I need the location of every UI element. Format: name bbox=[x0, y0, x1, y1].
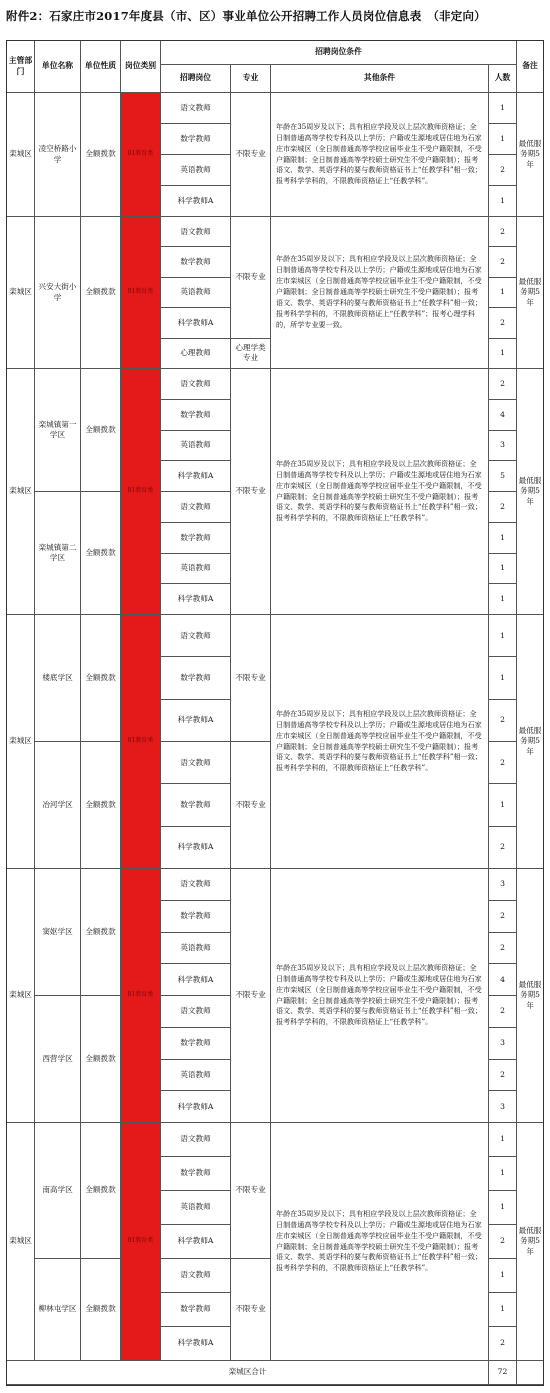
position-count: 1 bbox=[489, 784, 517, 826]
position-title: 数学教师 bbox=[161, 247, 231, 277]
dept-cell: 栾城区 bbox=[7, 615, 35, 869]
position-title: 科学教师A bbox=[161, 186, 231, 217]
other-conditions: 年龄在35周岁及以下；具有相应学段及以上层次教师资格证；全日制普通高等学校专科及以上学历；户籍或生源地或居住地为石家庄市栾城区（全日制普通高等学校应届毕业生不受户籍限制，不受户籍限制；全日制普通高等学校硕士研究生不受户籍限制）；报考语文、数学、英语学科的要与教师资格证书上“任教学科”相一致；报考科学学科的，不限教师资格证上“任教学科”。 bbox=[271, 869, 489, 1123]
category-cell: 01教育类 bbox=[121, 369, 161, 615]
position-title: 英语教师 bbox=[161, 155, 231, 186]
position-count: 1 bbox=[489, 1259, 517, 1293]
unit-nature: 全额拨款 bbox=[81, 1259, 121, 1361]
position-count: 1 bbox=[489, 93, 517, 124]
position-title: 数学教师 bbox=[161, 124, 231, 155]
header-position: 招聘岗位 bbox=[161, 65, 231, 93]
unit-major: 不限专业 bbox=[231, 615, 271, 742]
header-count: 人数 bbox=[489, 65, 517, 93]
position-title: 英语教师 bbox=[161, 431, 231, 462]
position-count: 1 bbox=[489, 1123, 517, 1157]
total-remark bbox=[517, 1361, 543, 1385]
other-conditions: 年龄在35周岁及以下；具有相应学段及以上层次教师资格证；全日制普通高等学校专科及以上学历；户籍或生源地或居住地为石家庄市栾城区（全日制普通高等学校应届毕业生不受户籍限制，不受户籍限制；全日制普通高等学校硕士研究生不受户籍限制）；报考语文、数学、英语学科的要与教师资格证书上“任教学科”相一致；报考科学学科的，不限教师资格证上“任教学科”。 bbox=[271, 93, 489, 217]
position-title: 数学教师 bbox=[161, 523, 231, 554]
header-nature: 单位性质 bbox=[81, 41, 121, 93]
position-title: 语文教师 bbox=[161, 742, 231, 784]
remark-cell: 最低服务期5年 bbox=[517, 1123, 543, 1361]
other-conditions: 年龄在35周岁及以下；具有相应学段及以上层次教师资格证；全日制普通高等学校专科及以上学历；户籍或生源地或居住地为石家庄市栾城区（全日制普通高等学校应届毕业生不受户籍限制，不受户籍限制；全日制普通高等学校硕士研究生不受户籍限制）；报考语文、数学、英语学科的要与教师资格证书上“任教学科”相一致；报考科学学科的，不限教师资格证上“任教学科”；报考心理学科的，所学专业要一致。 bbox=[271, 217, 489, 369]
position-count: 1 bbox=[489, 1191, 517, 1225]
position-title: 数学教师 bbox=[161, 1028, 231, 1060]
header-category: 岗位类别 bbox=[121, 41, 161, 93]
dept-cell: 栾城区 bbox=[7, 369, 35, 615]
position-count: 2 bbox=[489, 1225, 517, 1259]
position-title: 科学教师A bbox=[161, 1091, 231, 1123]
position-title: 语文教师 bbox=[161, 492, 231, 523]
unit-nature: 全额拨款 bbox=[81, 217, 121, 369]
category-cell: 01教育类 bbox=[121, 869, 161, 1123]
remark-cell: 最低服务期5年 bbox=[517, 615, 543, 869]
position-count: 1 bbox=[489, 584, 517, 615]
unit-major: 不限专业 bbox=[231, 742, 271, 869]
position-title: 语文教师 bbox=[161, 93, 231, 124]
category-cell: 01教育类 bbox=[121, 615, 161, 869]
category-cell: 01教育类 bbox=[121, 217, 161, 369]
position-title: 科学教师A bbox=[161, 308, 231, 338]
position-count: 4 bbox=[489, 964, 517, 996]
unit-name: 西营学区 bbox=[35, 996, 81, 1123]
unit-name: 兴安大街小学 bbox=[35, 217, 81, 369]
position-title: 英语教师 bbox=[161, 1191, 231, 1225]
dept-cell: 栾城区 bbox=[7, 869, 35, 1123]
position-title: 英语教师 bbox=[161, 554, 231, 585]
unit-name: 冶河学区 bbox=[35, 742, 81, 869]
position-title: 科学教师A bbox=[161, 700, 231, 742]
position-count: 2 bbox=[489, 827, 517, 869]
position-title: 数学教师 bbox=[161, 784, 231, 826]
remark-cell: 最低服务期5年 bbox=[517, 869, 543, 1123]
unit-nature: 全额拨款 bbox=[81, 1123, 121, 1259]
position-count: 2 bbox=[489, 742, 517, 784]
recruitment-table bbox=[6, 40, 544, 1386]
position-count: 2 bbox=[489, 492, 517, 523]
position-count: 3 bbox=[489, 431, 517, 462]
header-other: 其他条件 bbox=[271, 65, 489, 93]
position-count: 3 bbox=[489, 1091, 517, 1123]
position-title: 英语教师 bbox=[161, 933, 231, 965]
position-count: 4 bbox=[489, 400, 517, 431]
position-count: 1 bbox=[489, 554, 517, 585]
position-count: 1 bbox=[489, 1293, 517, 1327]
other-conditions: 年龄在35周岁及以下；具有相应学段及以上层次教师资格证；全日制普通高等学校专科及以上学历；户籍或生源地或居住地为石家庄市栾城区（全日制普通高等学校应届毕业生不受户籍限制，不受户籍限制；全日制普通高等学校硕士研究生不受户籍限制）；报考语文、数学、英语学科的要与教师资格证书上“任教学科”相一致；报考科学学科的，不限教师资格证上“任教学科”。 bbox=[271, 1123, 489, 1361]
position-major: 心理学类专业 bbox=[231, 339, 271, 369]
position-title: 语文教师 bbox=[161, 1259, 231, 1293]
position-count: 1 bbox=[489, 124, 517, 155]
position-count: 2 bbox=[489, 1060, 517, 1092]
position-count: 2 bbox=[489, 901, 517, 933]
unit-name: 栾城镇第一学区 bbox=[35, 369, 81, 492]
position-title: 科学教师A bbox=[161, 584, 231, 615]
header-remark: 备注 bbox=[517, 41, 543, 93]
unit-name: 凌空桥路小学 bbox=[35, 93, 81, 217]
group-major: 不限专业 bbox=[231, 217, 271, 339]
position-title: 语文教师 bbox=[161, 615, 231, 657]
header-major: 专业 bbox=[231, 65, 271, 93]
unit-nature: 全额拨款 bbox=[81, 93, 121, 217]
dept-cell: 栾城区 bbox=[7, 217, 35, 369]
group-major: 不限专业 bbox=[231, 369, 271, 615]
remark-cell: 最低服务期5年 bbox=[517, 369, 543, 615]
position-title: 数学教师 bbox=[161, 1293, 231, 1327]
position-count: 5 bbox=[489, 461, 517, 492]
unit-name: 南高学区 bbox=[35, 1123, 81, 1259]
position-title: 科学教师A bbox=[161, 461, 231, 492]
position-count: 2 bbox=[489, 996, 517, 1028]
unit-name: 柳林屯学区 bbox=[35, 1259, 81, 1361]
position-title: 科学教师A bbox=[161, 1327, 231, 1361]
position-count: 1 bbox=[489, 186, 517, 217]
position-title: 语文教师 bbox=[161, 996, 231, 1028]
header-unit: 单位名称 bbox=[35, 41, 81, 93]
position-count: 3 bbox=[489, 869, 517, 901]
position-count: 2 bbox=[489, 1327, 517, 1361]
remark-cell: 最低服务期5年 bbox=[517, 217, 543, 369]
position-count: 2 bbox=[489, 217, 517, 247]
position-count: 2 bbox=[489, 247, 517, 277]
unit-major: 不限专业 bbox=[231, 1259, 271, 1361]
total-count: 72 bbox=[489, 1361, 517, 1385]
category-cell: 01教育类 bbox=[121, 1123, 161, 1361]
position-count: 1 bbox=[489, 523, 517, 554]
position-title: 语文教师 bbox=[161, 369, 231, 400]
header-conditions: 招聘岗位条件 bbox=[161, 41, 517, 65]
dept-cell: 栾城区 bbox=[7, 1123, 35, 1361]
position-count: 1 bbox=[489, 1157, 517, 1191]
unit-nature: 全额拨款 bbox=[81, 869, 121, 996]
unit-nature: 全额拨款 bbox=[81, 996, 121, 1123]
position-title: 心理教师 bbox=[161, 339, 231, 369]
position-count: 2 bbox=[489, 155, 517, 186]
position-title: 科学教师A bbox=[161, 827, 231, 869]
position-title: 科学教师A bbox=[161, 1225, 231, 1259]
position-title: 语文教师 bbox=[161, 1123, 231, 1157]
unit-name: 窦妪学区 bbox=[35, 869, 81, 996]
position-count: 2 bbox=[489, 369, 517, 400]
group-major: 不限专业 bbox=[231, 869, 271, 1123]
position-title: 数学教师 bbox=[161, 1157, 231, 1191]
position-count: 2 bbox=[489, 700, 517, 742]
unit-nature: 全额拨款 bbox=[81, 742, 121, 869]
position-count: 3 bbox=[489, 1028, 517, 1060]
position-count: 1 bbox=[489, 615, 517, 657]
position-title: 数学教师 bbox=[161, 400, 231, 431]
position-title: 英语教师 bbox=[161, 278, 231, 308]
position-title: 英语教师 bbox=[161, 1060, 231, 1092]
position-title: 数学教师 bbox=[161, 901, 231, 933]
other-conditions: 年龄在35周岁及以下；具有相应学段及以上层次教师资格证；全日制普通高等学校专科及以上学历；户籍或生源地或居住地为石家庄市栾城区（全日制普通高等学校应届毕业生不受户籍限制，不受户籍限制；全日制普通高等学校硕士研究生不受户籍限制）；报考语文、数学、英语学科的要与教师资格证书上“任教学科”相一致；报考科学学科的，不限教师资格证上“任教学科”。 bbox=[271, 369, 489, 615]
unit-major: 不限专业 bbox=[231, 1123, 271, 1259]
group-major: 不限专业 bbox=[231, 93, 271, 217]
position-count: 1 bbox=[489, 278, 517, 308]
position-count: 1 bbox=[489, 657, 517, 699]
unit-nature: 全额拨款 bbox=[81, 492, 121, 615]
position-title: 科学教师A bbox=[161, 964, 231, 996]
unit-nature: 全额拨款 bbox=[81, 369, 121, 492]
position-title: 数学教师 bbox=[161, 657, 231, 699]
position-count: 1 bbox=[489, 339, 517, 369]
header-dept: 主管部门 bbox=[7, 41, 35, 93]
unit-name: 楼底学区 bbox=[35, 615, 81, 742]
category-cell: 01教育类 bbox=[121, 93, 161, 217]
position-count: 2 bbox=[489, 933, 517, 965]
other-conditions: 年龄在35周岁及以下；具有相应学段及以上层次教师资格证；全日制普通高等学校专科及以上学历；户籍或生源地或居住地为石家庄市栾城区（全日制普通高等学校应届毕业生不受户籍限制，不受户籍限制；全日制普通高等学校硕士研究生不受户籍限制）；报考语文、数学、英语学科的要与教师资格证书上“任教学科”相一致；报考科学学科的，不限教师资格证上“任教学科”。 bbox=[271, 615, 489, 869]
position-title: 语文教师 bbox=[161, 869, 231, 901]
dept-cell: 栾城区 bbox=[7, 93, 35, 217]
unit-nature: 全额拨款 bbox=[81, 615, 121, 742]
total-label: 栾城区合计 bbox=[7, 1361, 489, 1385]
remark-cell: 最低服务期5年 bbox=[517, 93, 543, 217]
position-count: 2 bbox=[489, 308, 517, 338]
unit-name: 栾城镇第二学区 bbox=[35, 492, 81, 615]
page-title: 附件2：石家庄市2017年度县（市、区）事业单位公开招聘工作人员岗位信息表 （非定向） bbox=[6, 9, 486, 23]
position-title: 语文教师 bbox=[161, 217, 231, 247]
